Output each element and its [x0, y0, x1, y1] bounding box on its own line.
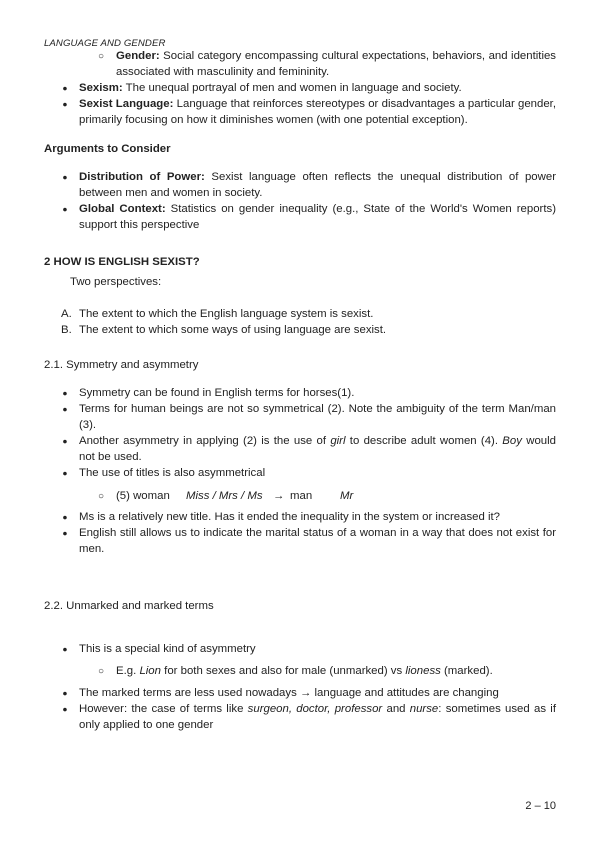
symmetry-item-1 [79, 385, 556, 401]
example-woman: (5) woman [116, 490, 170, 502]
disc-bullet-icon [61, 641, 69, 657]
section-2-heading: 2 HOW IS ENGLISH SEXIST? [44, 256, 200, 268]
disc-bullet-icon [61, 80, 69, 96]
symmetry-item-6 [79, 525, 556, 557]
term-boy: Boy [502, 435, 522, 447]
symmetry-item-4 [79, 465, 556, 481]
marked-item-3-pre: However: the case of terms like [79, 703, 248, 715]
symmetry-item-3-mid: to describe adult women (4). [345, 435, 503, 447]
marked-item-3-post: : sometimes used as if only applied to one gender [79, 703, 556, 731]
term-sexist-language: Sexist Language: [79, 98, 174, 110]
text-power: Sexist language often reflects the unequal distribution of power between men and women in society. [79, 171, 557, 199]
lion-example [116, 663, 556, 679]
marked-item-3 [79, 701, 556, 733]
disc-bullet-icon [61, 201, 69, 217]
lion-example-mid: for both sexes and also for male (unmarked) vs [160, 665, 406, 677]
argument-item-global [79, 201, 556, 233]
disc-bullet-icon [61, 96, 69, 112]
perspective-a [61, 306, 556, 322]
term-lion: Lion [139, 665, 161, 677]
disc-bullet-icon [61, 465, 69, 481]
circle-bullet-icon [97, 663, 105, 680]
symmetry-item-3 [79, 433, 556, 465]
list-label-b: B. [61, 324, 72, 336]
example-man: man [290, 490, 313, 502]
lion-example-pre: E.g. [116, 665, 140, 677]
symmetry-item-4-text: The use of titles is also asymmetrical [79, 467, 266, 479]
disc-bullet-icon [61, 701, 69, 717]
term-nurse: nurse [409, 703, 439, 715]
term-lioness: lioness [405, 665, 441, 677]
marked-item-2-text: The marked terms are less used nowadays → language and attitudes are changing [79, 687, 499, 699]
symmetry-item-3-post: would not be used. [79, 435, 556, 463]
marked-item-1 [79, 641, 556, 657]
definition-item-sexism [79, 80, 556, 96]
text-global: Statistics on gender inequality (e.g., State of the World's Women reports) support this perspective [79, 203, 556, 231]
symmetry-item-5-text: Ms is a relatively new title. Has it ended the inequality in the system or increased it? [79, 511, 501, 523]
term-professions: surgeon, doctor, professor [247, 703, 383, 715]
perspective-a-text: The extent to which the English language system is sexist. [79, 308, 374, 320]
example-female-titles: Miss / Mrs / Ms [186, 490, 263, 502]
symmetry-item-1-text: Symmetry can be found in English terms for horses(1). [79, 387, 355, 399]
circle-bullet-icon [97, 48, 105, 65]
def-sexism: The unequal portrayal of men and women in language and society. [125, 82, 462, 94]
disc-bullet-icon [61, 685, 69, 701]
disc-bullet-icon [61, 433, 69, 449]
argument-item-power [79, 169, 556, 201]
lion-example-post: (marked). [440, 665, 493, 677]
symmetry-item-2-text: Terms for human beings are not so symmetrical (2). Note the ambiguity of the term Man/man (3). [79, 403, 556, 431]
disc-bullet-icon [61, 401, 69, 417]
term-girl: girl [330, 435, 346, 447]
disc-bullet-icon [61, 525, 69, 541]
disc-bullet-icon [61, 169, 69, 185]
titles-example [116, 488, 556, 504]
list-label-a: A. [61, 308, 72, 320]
symmetry-item-6-text: English still allows us to indicate the marital status of a woman in a way that does not exist for men. [79, 527, 556, 555]
arguments-heading: Arguments to Consider [44, 143, 171, 155]
right-arrow-icon: → [273, 490, 285, 502]
example-male-title: Mr [340, 490, 354, 502]
symmetry-item-2 [79, 401, 556, 433]
disc-bullet-icon [61, 385, 69, 401]
page-number: 2 – 10 [525, 800, 556, 812]
running-head: LANGUAGE AND GENDER [44, 38, 166, 49]
term-gender: Gender: [116, 50, 160, 62]
term-sexism: Sexism: [79, 82, 123, 94]
section-2-intro: Two perspectives: [70, 276, 162, 288]
section-2-2-heading: 2.2. Unmarked and marked terms [44, 600, 214, 612]
section-2-1-heading: 2.1. Symmetry and asymmetry [44, 359, 199, 371]
definition-item-sexist-language [79, 96, 556, 128]
marked-item-2 [79, 685, 556, 701]
symmetry-item-3-pre: Another asymmetry in applying (2) is the use of [79, 435, 331, 447]
term-global: Global Context: [79, 203, 166, 215]
circle-bullet-icon [97, 488, 105, 505]
marked-item-1-text: This is a special kind of asymmetry [79, 643, 256, 655]
definition-sub-item-gender [116, 48, 556, 80]
perspective-b [61, 322, 556, 338]
def-sexist-language: Language that reinforces stereotypes or disadvantages a particular gender, primarily focusing on how it diminishes women (with one potential exception). [79, 98, 556, 126]
marked-item-3-and: and [382, 703, 410, 715]
symmetry-item-5 [79, 509, 556, 525]
perspective-b-text: The extent to which some ways of using language are sexist. [79, 324, 387, 336]
term-power: Distribution of Power: [79, 171, 205, 183]
def-gender: Social category encompassing cultural expectations, behaviors, and identities associated with masculinity and femininity. [116, 50, 556, 78]
disc-bullet-icon [61, 509, 69, 525]
